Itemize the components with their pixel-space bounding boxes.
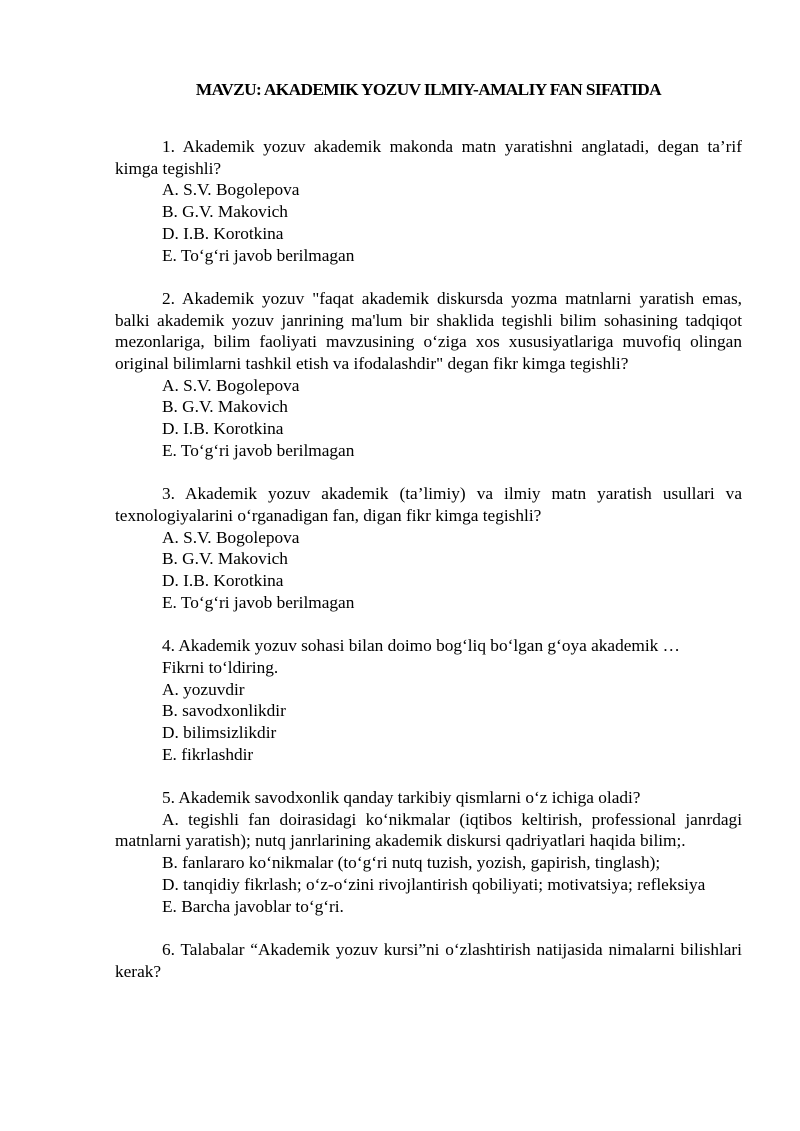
question-text: 5. Akademik savodxonlik qanday tarkibiy qismlarni o‘z ichiga oladi? [162, 788, 641, 808]
question-3 [115, 483, 742, 613]
answer-option: B. fanlararo ko‘nikmalar (to‘g‘ri nutq tuzish, yozish, gapirish, tinglash); [162, 853, 661, 873]
answer-option: B. G.V. Makovich [162, 549, 288, 569]
answer-option: D. tanqidiy fikrlash; o‘z-o‘zini rivojlantirish qobiliyati; motivatsiya; refleksiya [162, 874, 706, 894]
answer-option: A. S.V. Bogolepova [162, 527, 300, 547]
question-text: 1. Akademik yozuv akademik makonda matn yaratishni anglatadi, degan ta’rif kimga tegishli? [115, 137, 742, 178]
answer-option: D. I.B. Korotkina [162, 571, 284, 591]
question-5 [115, 787, 742, 917]
question-2 [115, 288, 742, 462]
question-subtext: Fikrni to‘ldiring. [162, 657, 279, 677]
answer-option: B. G.V. Makovich [162, 397, 288, 417]
question-6 [115, 939, 742, 982]
question-4 [115, 635, 742, 765]
question-text: 6. Talabalar “Akademik yozuv kursi”ni o‘zlashtirish natijasida nimalarni bilishlari kerak? [115, 939, 742, 981]
answer-option: A. yozuvdir [162, 679, 245, 699]
answer-option: D. I.B. Korotkina [162, 223, 284, 243]
answer-option: A. S.V. Bogolepova [162, 180, 300, 200]
answer-option: A. tegishli fan doirasidagi ko‘nikmalar (iqtibos keltirish, professional janrdagi matnlarni yaratish); nutq janrlarining akademik diskursi qadriyatlari haqida bilim;. [115, 809, 742, 851]
question-text: 4. Akademik yozuv sohasi bilan doimo bog‘liq bo‘lgan g‘oya akademik … [162, 636, 680, 656]
answer-option: B. G.V. Makovich [162, 202, 288, 222]
answer-option: D. I.B. Korotkina [162, 419, 284, 439]
answer-option: E. To‘g‘ri javob berilmagan [162, 440, 355, 460]
answer-option: A. S.V. Bogolepova [162, 375, 300, 395]
answer-option: E. To‘g‘ri javob berilmagan [162, 592, 355, 612]
answer-option: E. fikrlashdir [162, 744, 254, 764]
question-1 [115, 136, 742, 266]
answer-option: E. To‘g‘ri javob berilmagan [162, 245, 355, 265]
questions-list [115, 136, 742, 1004]
answer-option: E. Barcha javoblar to‘g‘ri. [162, 896, 344, 916]
answer-option: D. bilimsizlikdir [162, 722, 277, 742]
question-text: 3. Akademik yozuv akademik (ta’limiy) va ilmiy matn yaratish usullari va texnologiyalarini o‘rganadigan fan, digan fikr kimga tegishli? [115, 484, 742, 525]
answer-option: B. savodxonlikdir [162, 701, 286, 721]
page-title: MAVZU: AKADEMIK YOZUV ILMIY-AMALIY FAN SIFATIDA [195, 80, 662, 99]
question-text: 2. Akademik yozuv "faqat akademik diskursda yozma matnlarni yaratish emas, balki akademik yozuv janrining ma'lum bir shaklida tegishli bilim sohasining tadqiqot mezonlariga, bilim faoliyati mavzusining o‘ziga xos xususiyatlariga muvofiq olingan original bilimlarni tashkil etish va ifodalashdir" degan fikr kimga tegishli? [115, 288, 742, 374]
